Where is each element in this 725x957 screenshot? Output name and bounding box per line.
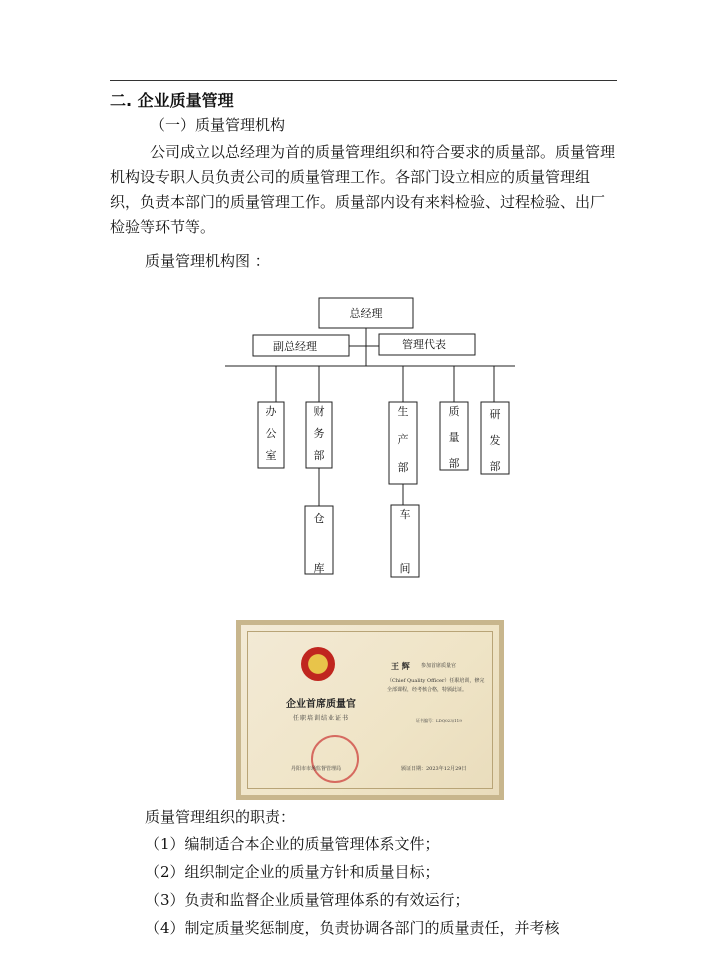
section-heading: 二. 企业质量管理 [110,91,234,110]
cert-issuer: 丹阳市市场监督管理局 [291,766,342,772]
para-rest: 质量管理机构设专职人员负责公司的质量管理工作。各部门设立相应的质量管理组织，负责本部门的质量管理工作。质量部内设有来料检验、过程检验、出厂检验等环节等。 [110,143,616,236]
duty-item: （2）组织制定企业的质量方针和质量目标； [145,863,440,881]
seal-icon [311,735,359,783]
cert-title: 企业首席质量官 [286,699,356,710]
label-quality: 质量部 [448,405,460,470]
label-top: 总经理 [349,307,383,320]
duty-item: （4）制定质量奖惩制度，负责协调各部门的质量责任，并考核 [145,919,560,937]
chart-caption: 质量管理机构图 ： [145,252,270,270]
duty-item: （1）编制适合本企业的质量管理体系文件； [145,835,440,853]
org-chart [225,290,515,585]
cert-date: 颁证日期：2023年12月29日 [401,766,467,772]
certificate-image [236,620,504,800]
cert-role: 参加首席质量官 [421,663,457,669]
subheading: （一）质量管理机构 [150,116,286,134]
cert-subtitle: 任职培训结业证书 [292,715,349,722]
duties-title: 质量管理组织的职责： [145,808,296,826]
label-office: 办公室 [265,405,277,462]
cert-body: （Chief Quality Officer）任职培训，修完全部课程，经考核合格，特颁此证。 [387,678,485,693]
label-rnd: 研发部 [489,408,501,473]
cert-name: 王 辉 [391,661,410,671]
para-line1: 公司成立以总经理为首的质量管理组织和符合要求的质量部。 [150,143,556,161]
header-rule [110,80,617,81]
duty-item: （3）负责和监督企业质量管理体系的有效运行； [145,891,470,909]
label-rep: 管理代表 [402,338,446,351]
label-warehouse: 仓库 [313,512,325,575]
label-production: 生产部 [397,405,409,474]
label-workshop: 车间 [399,508,411,575]
label-finance: 财务部 [313,405,325,462]
intro-paragraph [110,140,617,240]
emblem-icon [301,647,335,681]
cert-number: 证书编号：LDQ023/119 [416,718,462,723]
label-deputy: 副总经理 [273,340,317,353]
